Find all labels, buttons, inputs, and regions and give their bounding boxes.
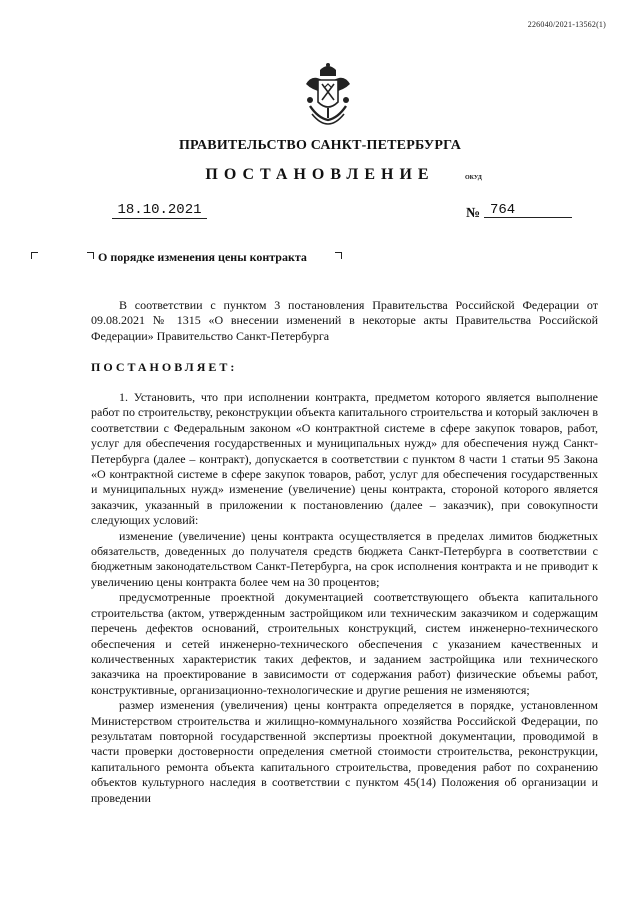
subject-right-bracket [335, 252, 342, 259]
document-type-title: ПОСТАНОВЛЕНИЕ [205, 166, 435, 183]
paragraph-3: предусмотренные проектной документацией соответствующего объекта капитального строительства (актом, утвержденным застройщиком или техническим заказчиком и содержащим перечень дефектов оснований, строительных конструкций, систем инженерно-технического обеспечения и сетей инженерно-технического обеспечения с указанием качественных и количественных характеристик таких дефектов, и заданием застройщика или технического заказчика на проектирование в зависимости от содержания работ) физические объемы работ, конструктивные, организационно-технологические и другие решения не изменяются; [91, 590, 598, 697]
resolves-heading: ПОСТАНОВЛЯЕТ: [91, 360, 238, 374]
government-title: ПРАВИТЕЛЬСТВО САНКТ-ПЕТЕРБУРГА [178, 138, 462, 153]
preamble-paragraph: В соответствии с пунктом 3 постановления Правительства Российской Федерации от 09.08.2021 № 1315 «О внесении изменений в некоторые акты Правительства Российской Федерации» Правительство Санкт-Петербурга [91, 298, 598, 343]
main-text [91, 390, 598, 806]
preamble [91, 298, 598, 344]
paragraph-2: изменение (увеличение) цены контракта осуществляется в пределах лимитов бюджетных обязательств, доведенных до получателя средств бюджета Санкт-Петербурга в соответствии с бюджетным законодательством Санкт-Петербурга, на срок исполнения контракта и не приводит к увеличению цены контракта более чем на 30 процентов; [91, 528, 598, 589]
okud-label: ОКУД [465, 175, 482, 181]
subject-mid-bracket [87, 252, 94, 259]
document-number: 764 [484, 202, 572, 218]
number-sign: № [466, 206, 481, 221]
paragraph-1: 1. Установить, что при исполнении контракта, предметом которого является выполнение работ по строительству, реконструкции объекта капитального строительства и который заключен в соответствии с Федеральным законом «О контрактной системе в сфере закупок товаров, работ, услуг для обеспечения государственных и муниципальных нужд» для обеспечения нужд Санкт-Петербурга (далее – контракт), допускается в соответствии с пунктом 8 части 1 статьи 95 Закона «О контрактной системе в сфере закупок товаров, работ, услуг для обеспечения государственных и муниципальных нужд» изменение (увеличение) цены контракта, стороной которого является заказчик, указанный в приложении к постановлению (далее – заказчик), при совокупности следующих условий: [91, 390, 598, 528]
document-registration-number: 226040/2021-13562(1) [527, 20, 606, 29]
document-date: 18.10.2021 [112, 202, 207, 219]
saint-petersburg-coat-of-arms-icon [302, 62, 354, 130]
subject-left-bracket [31, 252, 38, 259]
document-subject: О порядке изменения цены контракта [98, 250, 307, 264]
paragraph-4: размер изменения (увеличения) цены контракта определяется в порядке, установленном Министерством строительства и жилищно-коммунального хозяйства Российской Федерации, по результатам повторной государственной экспертизы проектной документации, проводимой в части проверки достоверности определения сметной стоимости строительства, реконструкции, капитального ремонта объекта капитального строительства, проведения работ по сохранению объектов культурного наследия в соответствии с пунктом 45(14) Положения об организации и проведении [91, 698, 598, 805]
